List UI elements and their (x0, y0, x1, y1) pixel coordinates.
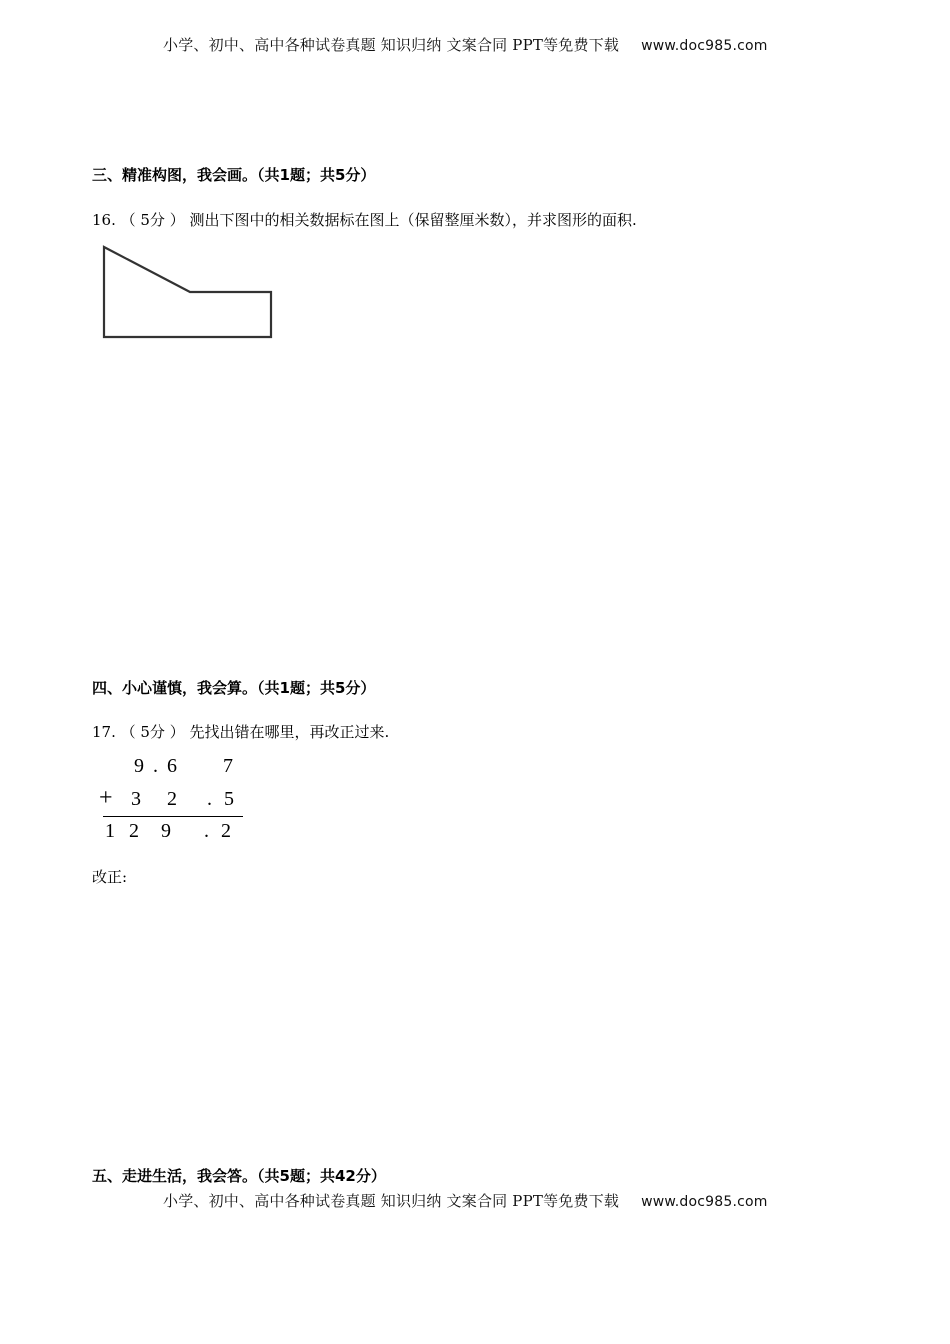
digit: 3 (131, 788, 141, 810)
page-header (163, 34, 768, 55)
decimal-point: . (153, 755, 158, 777)
footer-text: 小学、初中、高中各种试卷真题 知识归纳 文案合同 PPT等免费下载 (163, 1192, 620, 1210)
digit: 2 (221, 820, 231, 842)
digit: 2 (129, 820, 139, 842)
question-16: 16. （ 5分 ） 测出下图中的相关数据标在图上（保留整厘米数），并求图形的面积. (92, 211, 637, 229)
section-4-title: 四、小心谨慎，我会算。（共1题；共5分） (92, 679, 376, 697)
plus-sign: + (99, 785, 113, 811)
digit: 1 (105, 820, 115, 842)
question-17: 17. （ 5分 ） 先找出错在哪里，再改正过来. (92, 723, 390, 741)
digit: 6 (167, 755, 177, 777)
header-text: 小学、初中、高中各种试卷真题 知识归纳 文案合同 PPT等免费下载 (163, 36, 620, 54)
sum-line (103, 816, 243, 817)
digit: 5 (224, 788, 234, 810)
question-16-figure (95, 240, 285, 345)
correction-label: 改正: (92, 868, 128, 886)
footer-site-link[interactable]: www.doc985.com (641, 1194, 768, 1210)
digit: 2 (167, 788, 177, 810)
page-footer (163, 1190, 768, 1211)
section-5-title: 五、走进生活，我会答。（共5题；共42分） (92, 1167, 386, 1185)
decimal-point: . (204, 820, 209, 842)
header-site-link[interactable]: www.doc985.com (641, 38, 768, 54)
section-3-title: 三、精准构图，我会画。（共1题；共5分） (92, 166, 376, 184)
digit: 9 (161, 820, 171, 842)
vertical-addition (95, 752, 255, 852)
decimal-point: . (207, 788, 212, 810)
digit: 7 (223, 755, 233, 777)
pentagon-shape (104, 247, 271, 337)
digit: 9 (134, 755, 144, 777)
